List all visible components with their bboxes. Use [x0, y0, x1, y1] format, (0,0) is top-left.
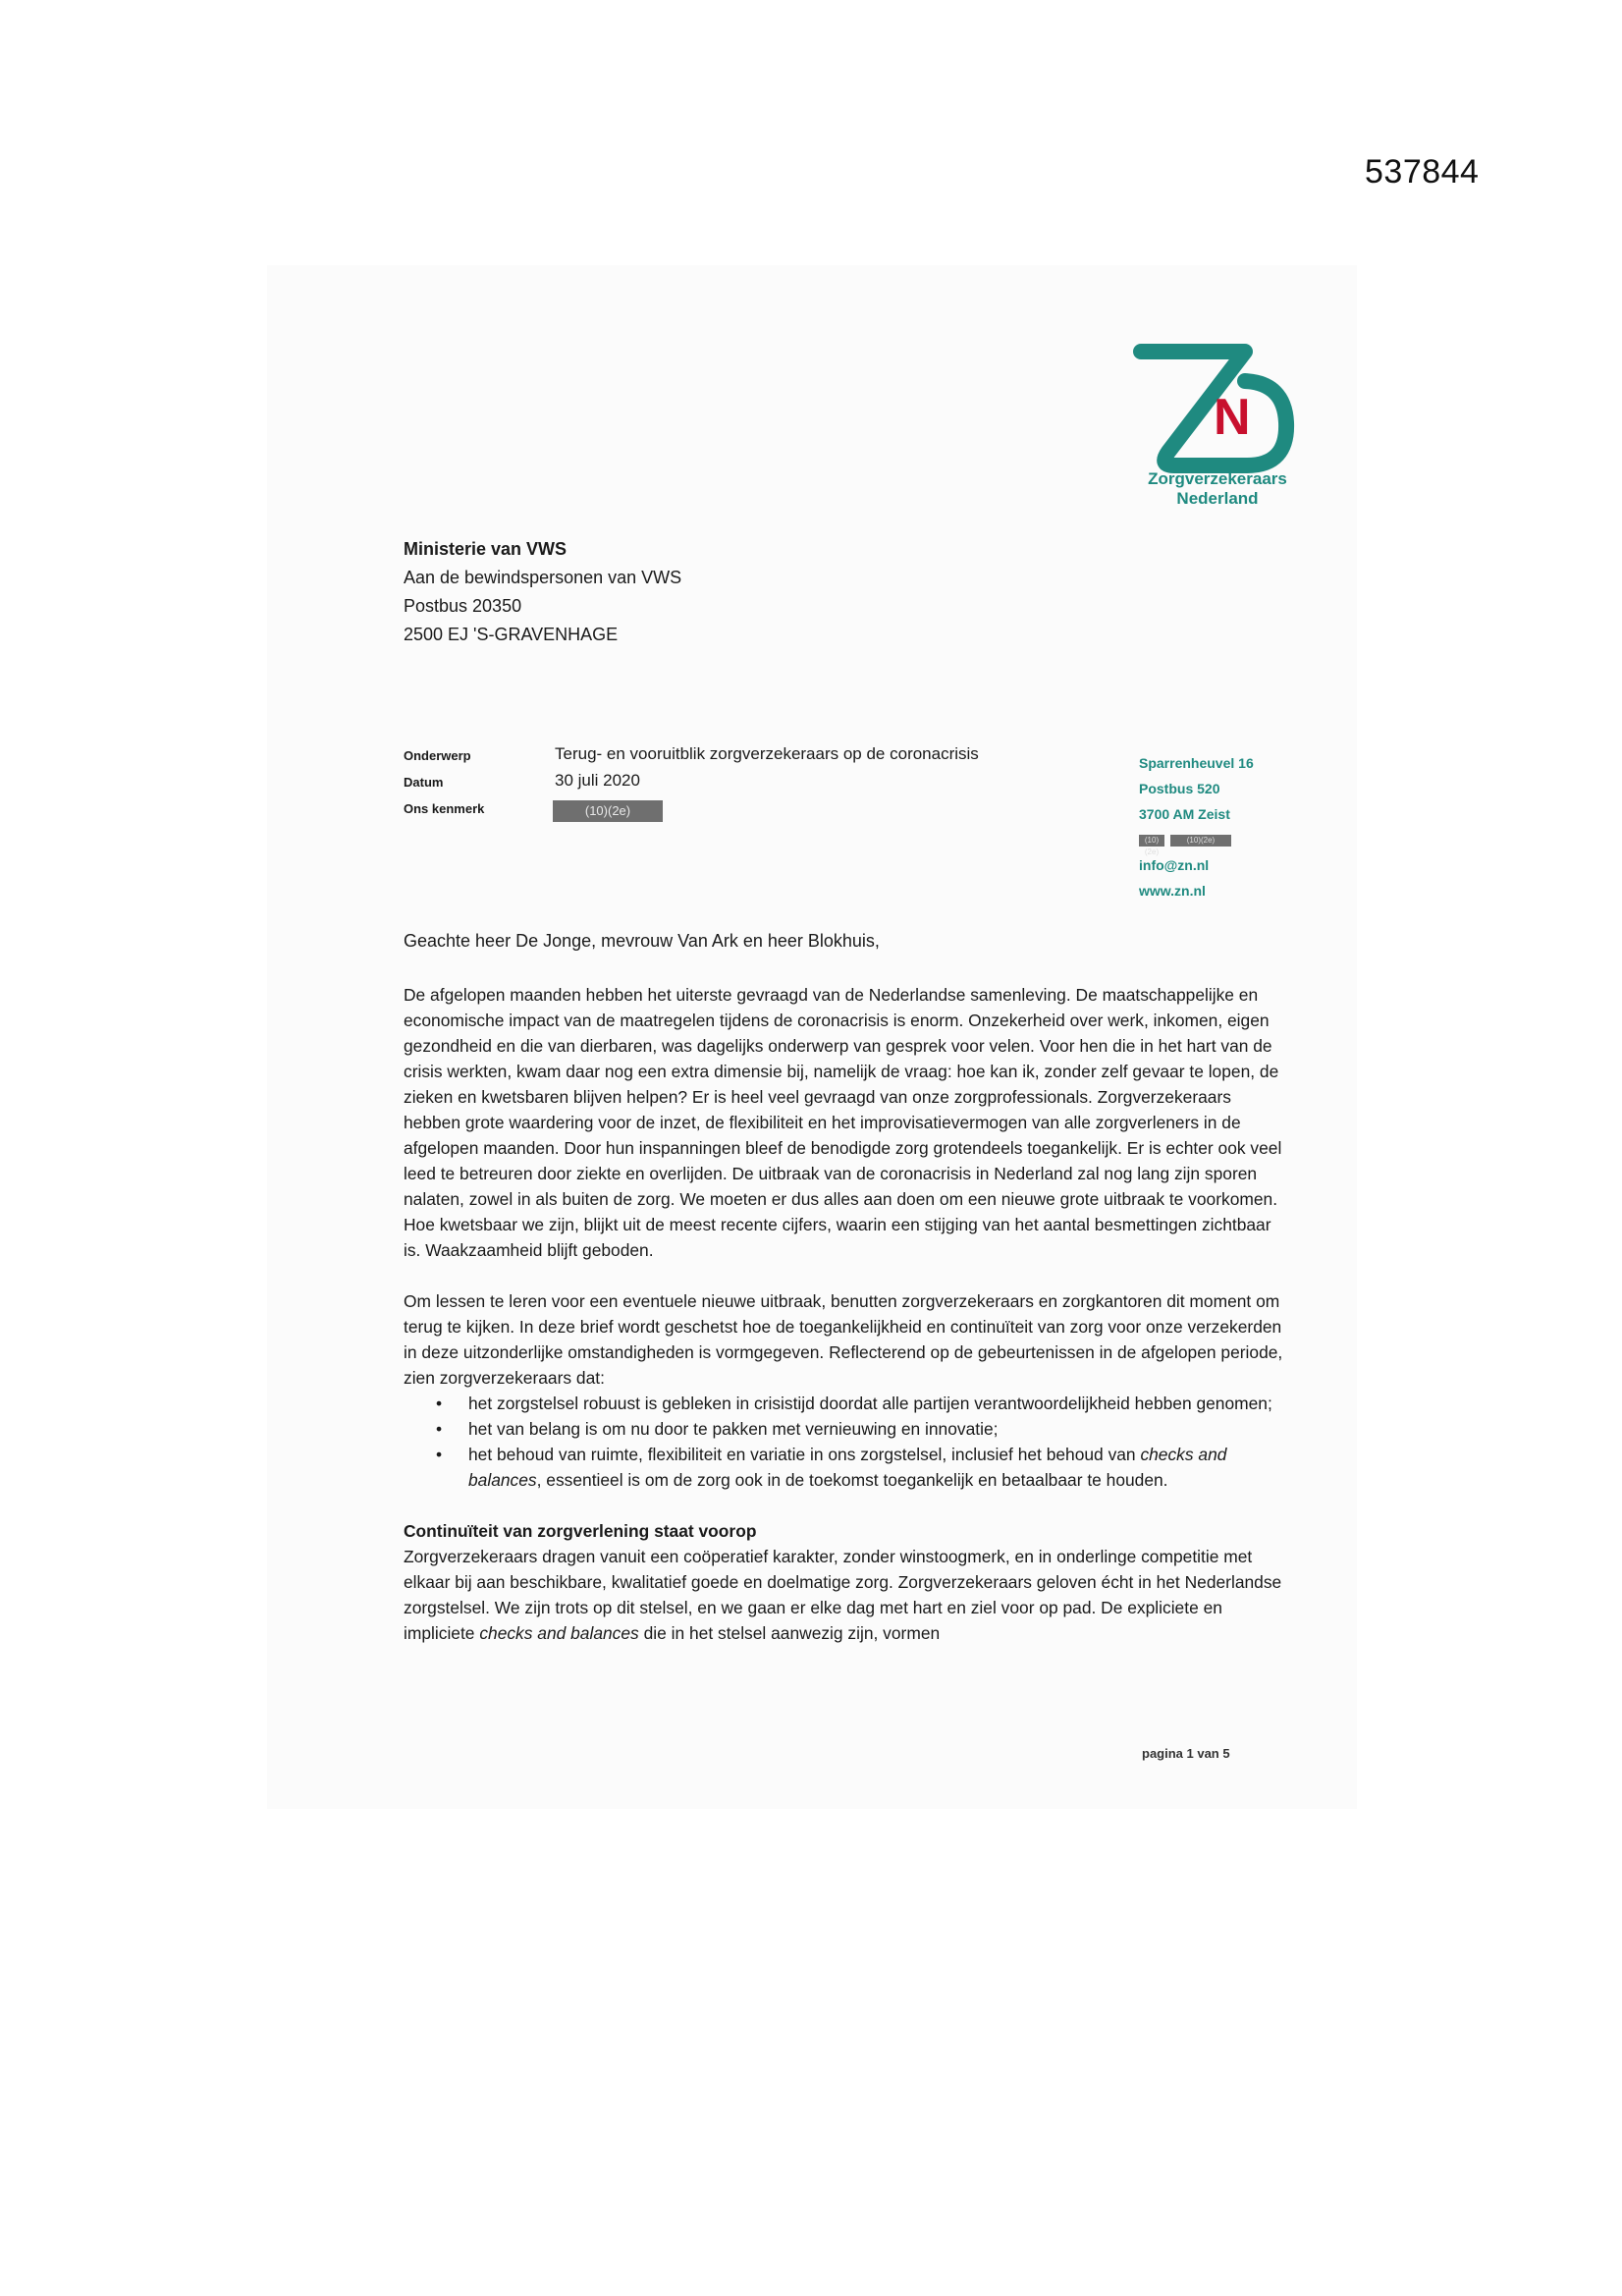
section-heading: Continuïteit van zorgverlening staat voorop — [404, 1521, 757, 1541]
logo-line-2: Nederland — [1176, 489, 1259, 508]
zn-logo-mark-icon — [1129, 344, 1296, 481]
list-item: • het zorgstelsel robuust is gebleken in crisistijd doordat alle partijen verantwoordelijkheid hebben genomen; — [468, 1391, 1287, 1416]
date-value: 30 juli 2020 — [555, 771, 640, 790]
logo-wordmark — [1119, 469, 1316, 509]
ref-label: Ons kenmerk — [404, 801, 485, 816]
document-number: 537844 — [1365, 153, 1480, 191]
sender-po-box: Postbus 520 — [1139, 781, 1220, 796]
sender-block — [1139, 750, 1254, 903]
redacted-b: (10)(2e) — [1170, 835, 1231, 847]
addressee-line-3: Postbus 20350 — [404, 596, 522, 616]
salutation: Geachte heer De Jonge, mevrouw Van Ark en heer Blokhuis, — [404, 931, 880, 951]
addressee-line-4: 2500 EJ 'S-GRAVENHAGE — [404, 625, 619, 644]
sender-street: Sparrenheuvel 16 — [1139, 755, 1254, 771]
redacted-a: (10)(2e) — [1139, 835, 1164, 847]
sender-city: 3700 AM Zeist — [1139, 806, 1230, 822]
addressee-org: Ministerie van VWS — [404, 539, 568, 559]
logo-line-1: Zorgverzekeraars — [1148, 469, 1287, 488]
subject-label: Onderwerp — [404, 748, 471, 763]
addressee-block — [404, 535, 681, 649]
redacted-reference: (10)(2e) — [553, 800, 663, 822]
date-label: Datum — [404, 775, 444, 790]
sender-redacted-line — [1139, 827, 1254, 857]
sender-email-link[interactable]: info@zn.nl — [1139, 857, 1210, 873]
letter-body — [404, 982, 1287, 1646]
logo-letter-n: N — [1214, 389, 1251, 446]
paragraph-2: Om lessen te leren voor een eventuele nieuwe uitbraak, benutten zorgverzekeraars en zorgkantoren dit moment om terug te kijken. In deze brief wordt geschetst hoe de toegankelijkheid en continuïteit van zorg voor onze verzekerden in deze uitzonderlijke omstandigheden is vormgegeven. Reflecterend op de gebeurtenissen in de afgelopen periode, zien zorgverzekeraars dat: — [404, 1291, 1283, 1388]
paragraph-1: De afgelopen maanden hebben het uiterste gevraagd van de Nederlandse samenleving. De maatschappelijke en economische impact van de maatregelen tijdens de coronacrisis is enorm. Onzekerheid over werk, inkomen, eigen gezondheid en die van dierbaren, was dagelijks onderwerp van gesprek voor velen. Voor hen die in het hart van de crisis werkten, kwam daar nog een extra dimensie bij, namelijk de vraag: hoe kan ik, zonder zelf gevaar te lopen, de zieken en kwetsbaren blijven helpen? Er is heel veel gevraagd van onze zorgprofessionals. Zorgverzekeraars hebben grote waardering voor de inzet, de flexibiliteit en het improvisatievermogen van alle zorgverleners in de afgelopen maanden. Door hun inspanningen bleef de benodigde zorg grotendeels toegankelijk. Er is echter ook veel leed te betreuren door ziekte en overlijden. De uitbraak van de coronacrisis in Nederland zal nog lang zijn sporen nalaten, zowel in als buiten de zorg. We moeten er dus alles aan doen om een nieuwe grote uitbraak te voorkomen. Hoe kwetsbaar we zijn, blijkt uit de meest recente cijfers, waarin een stijging van het aantal besmettingen zichtbaar is. Waakzaamheid blijft geboden. — [404, 985, 1282, 1260]
page-number: pagina 1 van 5 — [1142, 1746, 1230, 1761]
findings-list — [404, 1391, 1287, 1493]
list-item: • het van belang is om nu door te pakken met vernieuwing en innovatie; — [468, 1416, 1287, 1442]
list-item: • het behoud van ruimte, flexibiliteit en variatie in ons zorgstelsel, inclusief het behoud van checks and balances, essentieel is om de zorg ook in de toekomst toegankelijk en betaalbaar te houden. — [468, 1442, 1287, 1493]
paragraph-3: Zorgverzekeraars dragen vanuit een coöperatief karakter, zonder winstoogmerk, en in onderlinge competitie met elkaar bij aan beschikbare, kwalitatief goede en doelmatige zorg. Zorgverzekeraars geloven écht in het Nederlandse zorgstelsel. We zijn trots op dit stelsel, en we gaan er elke dag met hart en ziel voor op pad. De expliciete en impliciete checks and balances die in het stelsel aanwezig zijn, vormen — [404, 1547, 1282, 1643]
addressee-line-2: Aan de bewindspersonen van VWS — [404, 568, 682, 587]
sender-web-link[interactable]: www.zn.nl — [1139, 883, 1206, 899]
subject-value: Terug- en vooruitblik zorgverzekeraars op de coronacrisis — [555, 744, 979, 763]
